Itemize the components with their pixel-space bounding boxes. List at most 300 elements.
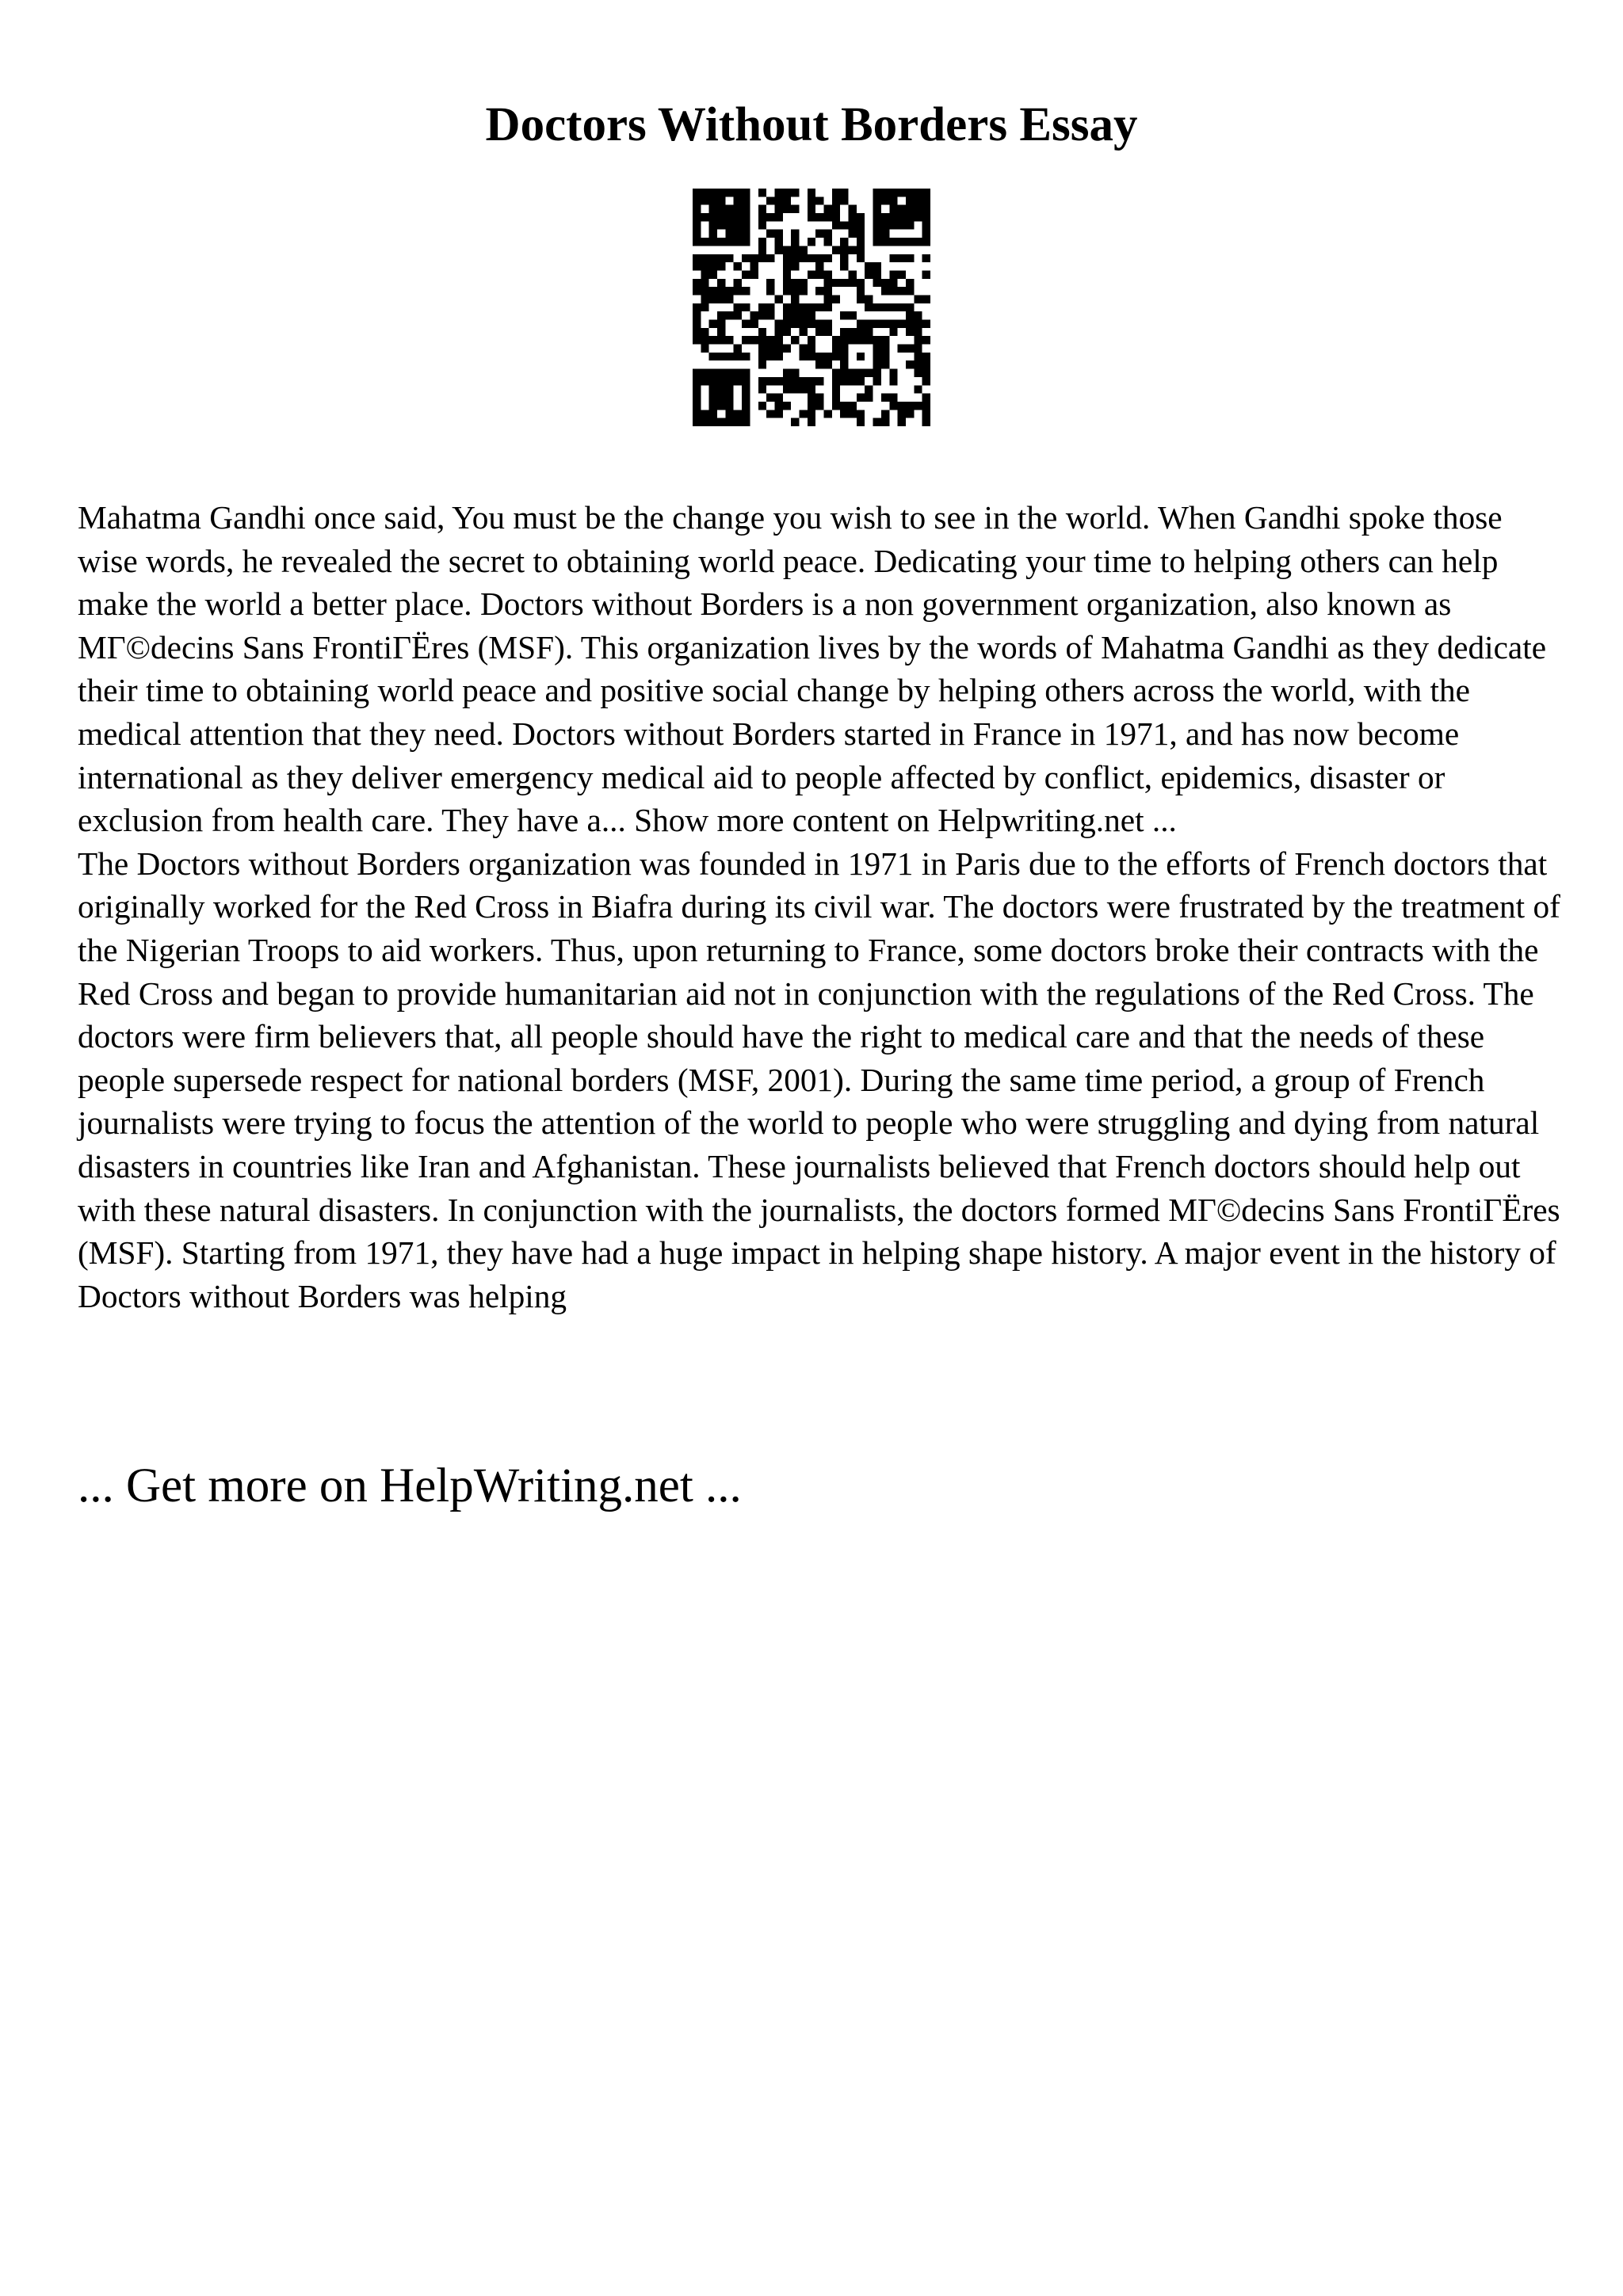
qr-module — [758, 254, 766, 262]
qr-module — [750, 311, 758, 319]
qr-module — [889, 196, 897, 204]
qr-module — [709, 336, 717, 344]
qr-module — [898, 345, 906, 353]
qr-module — [693, 205, 701, 213]
qr-module — [783, 270, 791, 278]
qr-module — [922, 320, 930, 328]
qr-module — [725, 205, 733, 213]
qr-module — [849, 328, 857, 336]
qr-module — [783, 369, 791, 377]
qr-module — [742, 196, 750, 204]
qr-module — [808, 205, 815, 213]
qr-module — [881, 320, 889, 328]
qr-module — [873, 353, 881, 360]
qr-module — [840, 196, 848, 204]
qr-module — [840, 238, 848, 246]
qr-module — [758, 328, 766, 336]
qr-module — [898, 320, 906, 328]
qr-module — [701, 328, 708, 336]
qr-module — [906, 189, 914, 196]
qr-module — [881, 336, 889, 344]
qr-module — [865, 295, 873, 303]
qr-module — [709, 189, 717, 196]
qr-module — [783, 385, 791, 393]
qr-module — [922, 221, 930, 229]
qr-module — [914, 360, 922, 368]
qr-module — [857, 320, 865, 328]
qr-module — [709, 238, 717, 246]
qr-module — [734, 410, 742, 418]
qr-module — [873, 221, 881, 229]
qr-module — [849, 230, 857, 238]
qr-module — [873, 238, 881, 246]
qr-module — [857, 410, 865, 418]
qr-module — [693, 369, 701, 377]
qr-module — [889, 205, 897, 213]
qr-module — [881, 303, 889, 311]
qr-module — [717, 311, 725, 319]
qr-module — [881, 230, 889, 238]
qr-module — [783, 303, 791, 311]
qr-module — [824, 328, 832, 336]
essay-body — [78, 496, 1568, 1318]
qr-module — [783, 254, 791, 262]
qr-module — [791, 303, 799, 311]
qr-module — [783, 246, 791, 254]
qr-module — [701, 377, 708, 385]
qr-module — [824, 270, 832, 278]
qr-module — [791, 279, 799, 287]
qr-module — [906, 287, 914, 295]
qr-module — [815, 230, 823, 238]
qr-module — [865, 328, 873, 336]
qr-module — [815, 320, 823, 328]
qr-module — [849, 402, 857, 410]
qr-module — [774, 402, 782, 410]
qr-module — [742, 418, 750, 426]
qr-module — [693, 385, 701, 393]
qr-module — [725, 221, 733, 229]
qr-module — [881, 410, 889, 418]
qr-module — [873, 303, 881, 311]
qr-module — [766, 377, 774, 385]
qr-module — [889, 189, 897, 196]
qr-module — [766, 353, 774, 360]
qr-module — [857, 230, 865, 238]
qr-module — [857, 336, 865, 344]
qr-module — [840, 279, 848, 287]
qr-module — [865, 336, 873, 344]
qr-module — [709, 213, 717, 221]
qr-module — [873, 320, 881, 328]
qr-module — [742, 189, 750, 196]
qr-module — [865, 369, 873, 377]
qr-module — [824, 410, 832, 418]
qr-module — [906, 360, 914, 368]
qr-module — [906, 320, 914, 328]
qr-module — [881, 238, 889, 246]
qr-module — [799, 377, 807, 385]
qr-module — [898, 189, 906, 196]
qr-module — [889, 394, 897, 402]
qr-module — [799, 303, 807, 311]
qr-module — [889, 213, 897, 221]
qr-module — [709, 230, 717, 238]
qr-module — [849, 369, 857, 377]
qr-module — [766, 394, 774, 402]
qr-module — [808, 254, 815, 262]
qr-module — [693, 262, 701, 270]
qr-module — [742, 213, 750, 221]
qr-module — [832, 205, 840, 213]
qr-module — [742, 336, 750, 344]
qr-module — [849, 205, 857, 213]
qr-module — [709, 205, 717, 213]
qr-module — [725, 402, 733, 410]
qr-module — [840, 262, 848, 270]
qr-module — [881, 394, 889, 402]
qr-module — [766, 311, 774, 319]
qr-module — [849, 246, 857, 254]
qr-module — [922, 205, 930, 213]
qr-module — [783, 287, 791, 295]
qr-module — [906, 279, 914, 287]
qr-module — [725, 230, 733, 238]
qr-module — [815, 262, 823, 270]
qr-module — [832, 353, 840, 360]
qr-module — [799, 345, 807, 353]
qr-module — [873, 205, 881, 213]
qr-module — [774, 189, 782, 196]
qr-module — [857, 221, 865, 229]
qr-module — [693, 238, 701, 246]
qr-module — [734, 221, 742, 229]
qr-module — [914, 402, 922, 410]
qr-module — [725, 369, 733, 377]
qr-module — [914, 353, 922, 360]
qr-module — [734, 311, 742, 319]
qr-module — [889, 369, 897, 377]
qr-module — [783, 402, 791, 410]
qr-module — [734, 230, 742, 238]
get-more-link[interactable]: ... Get more on HelpWriting.net ... — [78, 1459, 742, 1512]
essay-paragraph-1: Mahatma Gandhi once said, You must be the change you wish to see in the world. When Gandhi spoke those wise words, he revealed the secret to obtaining world peace. Dedicating your time to helping others can help make the world a better place. Doctors without Borders is a non government organization, also known as MΓ©decins Sans FrontiΓЁres (MSF). This organization lives by the words of Mahatma Gandhi as they dedicate their time to obtaining world peace and positive social change by helping others across the world, with the medical attention that they need. Doctors without Borders started in France in 1971, and has now become international as they deliver emergency medical aid to people affected by conflict, epidemics, disaster or exclusion from health care. They have a... Show more content on Helpwriting.net ... — [78, 499, 1547, 839]
qr-module — [758, 189, 766, 196]
qr-module — [832, 279, 840, 287]
qr-module — [717, 213, 725, 221]
qr-module — [865, 270, 873, 278]
qr-module — [840, 328, 848, 336]
qr-module — [774, 295, 782, 303]
qr-module — [808, 270, 815, 278]
qr-module — [693, 410, 701, 418]
qr-module — [873, 418, 881, 426]
qr-module — [881, 189, 889, 196]
qr-module — [791, 311, 799, 319]
qr-module — [717, 320, 725, 328]
qr-module — [873, 230, 881, 238]
qr-module — [758, 238, 766, 246]
qr-module — [766, 230, 774, 238]
qr-module — [734, 353, 742, 360]
qr-module — [815, 394, 823, 402]
qr-module — [914, 336, 922, 344]
qr-module — [709, 385, 717, 393]
qr-module — [709, 369, 717, 377]
qr-module — [750, 262, 758, 270]
qr-module — [717, 336, 725, 344]
qr-module — [783, 205, 791, 213]
qr-module — [799, 246, 807, 254]
qr-module — [725, 394, 733, 402]
qr-module — [693, 254, 701, 262]
qr-module — [808, 345, 815, 353]
qr-module — [808, 385, 815, 393]
qr-code-icon — [693, 189, 930, 426]
qr-module — [717, 295, 725, 303]
qr-module — [906, 311, 914, 319]
qr-module — [824, 205, 832, 213]
qr-module — [709, 418, 717, 426]
qr-module — [840, 353, 848, 360]
qr-module — [709, 270, 717, 278]
qr-module — [791, 262, 799, 270]
qr-module — [898, 205, 906, 213]
qr-module — [734, 287, 742, 295]
qr-module — [717, 394, 725, 402]
qr-module — [815, 303, 823, 311]
qr-module — [857, 369, 865, 377]
qr-module — [824, 360, 832, 368]
qr-module — [922, 254, 930, 262]
qr-module — [840, 377, 848, 385]
qr-module — [840, 360, 848, 368]
qr-module — [693, 213, 701, 221]
qr-module — [758, 213, 766, 221]
qr-module — [717, 189, 725, 196]
qr-module — [922, 377, 930, 385]
qr-module — [734, 189, 742, 196]
qr-module — [758, 402, 766, 410]
qr-module — [857, 279, 865, 287]
qr-module — [725, 385, 733, 393]
qr-module — [914, 205, 922, 213]
qr-module — [906, 345, 914, 353]
qr-module — [758, 377, 766, 385]
qr-module — [808, 189, 815, 196]
qr-module — [865, 303, 873, 311]
qr-module — [725, 311, 733, 319]
qr-module — [734, 377, 742, 385]
qr-module — [799, 254, 807, 262]
qr-module — [774, 205, 782, 213]
qr-module — [774, 410, 782, 418]
qr-module — [889, 279, 897, 287]
qr-module — [734, 418, 742, 426]
qr-module — [849, 311, 857, 319]
qr-module — [791, 246, 799, 254]
qr-module — [791, 418, 799, 426]
qr-module — [750, 336, 758, 344]
qr-module — [774, 246, 782, 254]
qr-module — [701, 369, 708, 377]
qr-module — [808, 320, 815, 328]
qr-module — [783, 262, 791, 270]
qr-module — [693, 336, 701, 344]
qr-module — [840, 369, 848, 377]
qr-module — [693, 303, 701, 311]
qr-module — [922, 360, 930, 368]
qr-module — [873, 377, 881, 385]
qr-module — [815, 254, 823, 262]
qr-module — [906, 221, 914, 229]
qr-module — [701, 196, 708, 204]
qr-module — [766, 345, 774, 353]
qr-module — [693, 402, 701, 410]
qr-module — [799, 385, 807, 393]
qr-module — [824, 303, 832, 311]
qr-module — [865, 385, 873, 393]
qr-module — [717, 279, 725, 287]
qr-module — [857, 295, 865, 303]
qr-module — [849, 213, 857, 221]
qr-module — [799, 410, 807, 418]
qr-module — [922, 213, 930, 221]
qr-module — [701, 410, 708, 418]
qr-module — [922, 394, 930, 402]
qr-module — [709, 320, 717, 328]
qr-module — [889, 328, 897, 336]
qr-module — [766, 196, 774, 204]
qr-module — [709, 196, 717, 204]
qr-module — [889, 254, 897, 262]
qr-module — [766, 213, 774, 221]
qr-module — [906, 303, 914, 311]
qr-module — [791, 287, 799, 295]
qr-module — [742, 402, 750, 410]
qr-module — [808, 402, 815, 410]
qr-module — [873, 213, 881, 221]
qr-module — [709, 221, 717, 229]
qr-module — [815, 270, 823, 278]
qr-module — [742, 254, 750, 262]
qr-module — [922, 353, 930, 360]
qr-module — [783, 320, 791, 328]
qr-module — [717, 221, 725, 229]
qr-module — [914, 295, 922, 303]
qr-module — [922, 410, 930, 418]
qr-module — [742, 303, 750, 311]
qr-module — [808, 303, 815, 311]
qr-module — [832, 196, 840, 204]
qr-module — [914, 328, 922, 336]
qr-module — [914, 320, 922, 328]
qr-module — [701, 418, 708, 426]
qr-module — [857, 328, 865, 336]
qr-module — [840, 345, 848, 353]
qr-module — [840, 189, 848, 196]
qr-module — [709, 394, 717, 402]
qr-module — [889, 377, 897, 385]
qr-module — [758, 360, 766, 368]
qr-module — [914, 213, 922, 221]
qr-module — [799, 328, 807, 336]
qr-module — [701, 345, 708, 353]
qr-module — [906, 205, 914, 213]
qr-module — [832, 402, 840, 410]
qr-module — [709, 353, 717, 360]
qr-module — [898, 418, 906, 426]
qr-module — [725, 377, 733, 385]
qr-module — [824, 254, 832, 262]
qr-module — [701, 303, 708, 311]
qr-module — [709, 287, 717, 295]
qr-module — [742, 353, 750, 360]
qr-module — [808, 336, 815, 344]
qr-module — [758, 353, 766, 360]
qr-module — [865, 262, 873, 270]
qr-module — [873, 262, 881, 270]
qr-module — [791, 369, 799, 377]
qr-module — [824, 353, 832, 360]
qr-module — [774, 345, 782, 353]
qr-module — [750, 320, 758, 328]
qr-module — [717, 254, 725, 262]
qr-module — [881, 196, 889, 204]
qr-module — [783, 311, 791, 319]
qr-module — [717, 402, 725, 410]
qr-module — [898, 402, 906, 410]
qr-module — [725, 238, 733, 246]
qr-module — [734, 262, 742, 270]
qr-module — [799, 353, 807, 360]
qr-module — [815, 360, 823, 368]
qr-module — [742, 238, 750, 246]
qr-module — [824, 287, 832, 295]
qr-module — [791, 189, 799, 196]
qr-module — [857, 213, 865, 221]
qr-module — [840, 402, 848, 410]
qr-module — [734, 205, 742, 213]
qr-module — [889, 238, 897, 246]
qr-module — [693, 311, 701, 319]
qr-module — [815, 402, 823, 410]
qr-module — [701, 238, 708, 246]
qr-module — [766, 336, 774, 344]
qr-module — [717, 385, 725, 393]
qr-module — [832, 385, 840, 393]
qr-module — [774, 328, 782, 336]
qr-module — [808, 353, 815, 360]
qr-module — [914, 311, 922, 319]
qr-module — [857, 287, 865, 295]
qr-module — [857, 394, 865, 402]
essay-paragraph-2: The Doctors without Borders organization was founded in 1971 in Paris due to the efforts of French doctors that originally worked for the Red Cross in Biafra during its civil war. The doctors were frustrated by the treatment of the Nigerian Troops to aid workers. Thus, upon returning to France, some doctors broke their contracts with the Red Cross and began to provide humanitarian aid not in conjunction with the regulations of the Red Cross. The doctors were firm believers that, all people should have the right to medical care and that the needs of these people supersede respect for national borders (MSF, 2001). During the same time period, a group of French journalists were trying to focus the attention of the world to people who were struggling and dying from natural disasters in countries like Iran and Afghanistan. These journalists believed that French doctors should help out with these natural disasters. In conjunction with the journalists, the doctors formed MΓ©decins Sans FrontiΓЁres (MSF). Starting from 1971, they have had a huge impact in helping shape history. A major event in the history of Doctors without Borders was helping — [78, 845, 1560, 1314]
qr-module — [881, 287, 889, 295]
qr-module — [774, 230, 782, 238]
qr-module — [799, 279, 807, 287]
qr-module — [889, 402, 897, 410]
qr-module — [922, 402, 930, 410]
qr-module — [889, 303, 897, 311]
qr-module — [734, 213, 742, 221]
qr-module — [914, 238, 922, 246]
qr-module — [914, 189, 922, 196]
qr-module — [717, 353, 725, 360]
qr-module — [791, 205, 799, 213]
qr-module — [881, 360, 889, 368]
qr-module — [774, 320, 782, 328]
